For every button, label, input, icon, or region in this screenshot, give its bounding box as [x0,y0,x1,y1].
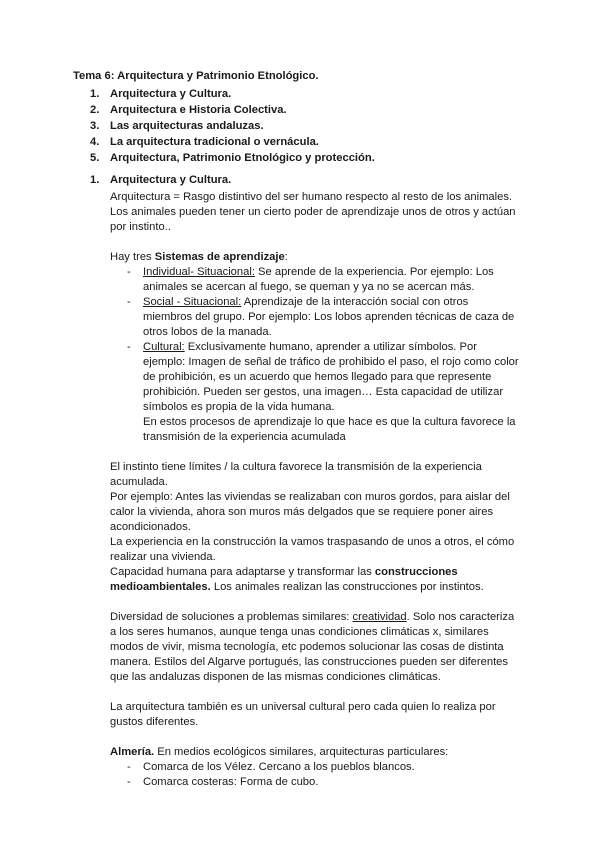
list-item [110,295,520,340]
diversity-paragraph [110,610,520,685]
toc-label: La arquitectura tradicional o vernácula. [110,136,319,148]
diversity-underlined-text: creatividad [352,611,407,623]
toc-number: 5. [90,152,100,164]
almeria-paragraph [110,745,520,760]
almeria-bold-text: Almería. [110,746,155,758]
list-item [110,265,520,295]
systems-intro [110,250,520,265]
toc-item [90,86,375,102]
spacer [110,235,520,250]
toc-label: Arquitectura e Historia Colectiva. [110,104,287,116]
systems-post-text: : [284,251,288,263]
example-paragraph: Por ejemplo: Antes las viviendas se realizaban con muros gordos, para aislar del calor la vivienda, ahora son muros más delgados que se requiere poner aires acondicionados. [110,491,510,533]
bullet-term: Cultural: [143,341,185,353]
almeria-text: En medios ecológicos similares, arquitecturas particulares: [154,746,449,758]
toc-label: Arquitectura y Cultura. [110,88,232,100]
experience-paragraph: La experiencia en la construcción la vamos traspasando de unos a otros, el cómo realizar una vivienda. [110,536,515,563]
list-item: - Comarca costeras: Forma de cubo. [110,775,520,790]
bullet-text: Exclusivamente humano, aprender a utilizar símbolos. Por ejemplo: Imagen de señal de tráfico de prohibido el paso, el rojo como color de prohibición, es un acuerdo que hemos llegado para que represente prohibición. Pueden ser gestos, una imagen… Esta capacidad de utilizar símbolos es propia de la vida humana. [143,341,519,413]
capacity-pre-text: Capacidad humana para adaptarse y transformar las [110,566,375,578]
intro-paragraph: Arquitectura = Rasgo distintivo del ser humano respecto al resto de los animales. Los animales pueden tener un cierto poder de aprendizaje unos de otros y actúan por instinto.. [110,191,516,233]
section-body [110,190,520,790]
almeria-list [110,760,520,790]
capacity-bold-text: construcciones medioambientales. [110,566,458,593]
bullet-text: Aprendizaje de la interacción social con otros miembros del grupo. Por ejemplo: Los lobos aprenden técnicas de caza de otros lobos de la manada. [143,296,515,338]
section-heading [90,174,231,186]
document-title: Tema 6: Arquitectura y Patrimonio Etnológico. [73,70,319,82]
section-number: 1. [90,174,100,186]
bullet-extra-text: En estos procesos de aprendizaje lo que hace es que la cultura favorece la transmisión de la experiencia acumulada [143,416,516,443]
bullet-term: Individual- Situacional: [143,266,255,278]
section-title: Arquitectura y Cultura. [110,174,232,186]
spacer [110,595,520,610]
systems-bold-text: Sistemas de aprendizaje [154,251,285,263]
systems-pre-text: Hay tres [110,251,155,263]
spacer [110,445,520,460]
spacer [110,685,520,700]
bullet-text: Se aprende de la experiencia. Por ejemplo: Los animales se acercan al fuego, se queman y ya no se acercan más. [143,266,494,293]
list-item: - Comarca de los Vélez. Cercano a los pueblos blancos. [110,760,520,775]
list-item [110,340,520,445]
diversity-pre-text: Diversidad de soluciones a problemas similares: [110,611,353,623]
capacity-post-text: Los animales realizan las construcciones por instintos. [210,581,484,593]
capacity-paragraph [110,565,520,595]
diversity-post-text: . Solo nos caracteriza a los seres humanos, aunque tenga unas condiciones climáticas x, similares modos de vivir, misma tecnología, etc podemos solucionar las cosas de distinta manera. Estilos del Algarve portugués, las construcciones pueden ser diferentes que las andaluzas disponen de las mismas condiciones climáticas. [110,611,515,683]
table-of-contents [90,86,375,166]
toc-number: 4. [90,136,100,148]
toc-number: 1. [90,88,100,100]
toc-number: 2. [90,104,100,116]
toc-item [90,150,375,166]
toc-item [90,118,375,134]
learning-systems-list [110,265,520,445]
instinct-paragraph: El instinto tiene límites / la cultura favorece la transmisión de la experiencia acumulada. [110,461,482,488]
toc-label: Arquitectura, Patrimonio Etnológico y protección. [110,152,375,164]
toc-number: 3. [90,120,100,132]
spacer [110,730,520,745]
universal-paragraph: La arquitectura también es un universal cultural pero cada quien lo realiza por gustos diferentes. [110,701,496,728]
toc-item [90,102,375,118]
bullet-term: Social - Situacional: [143,296,242,308]
toc-item [90,134,375,150]
toc-label: Las arquitecturas andaluzas. [110,120,264,132]
